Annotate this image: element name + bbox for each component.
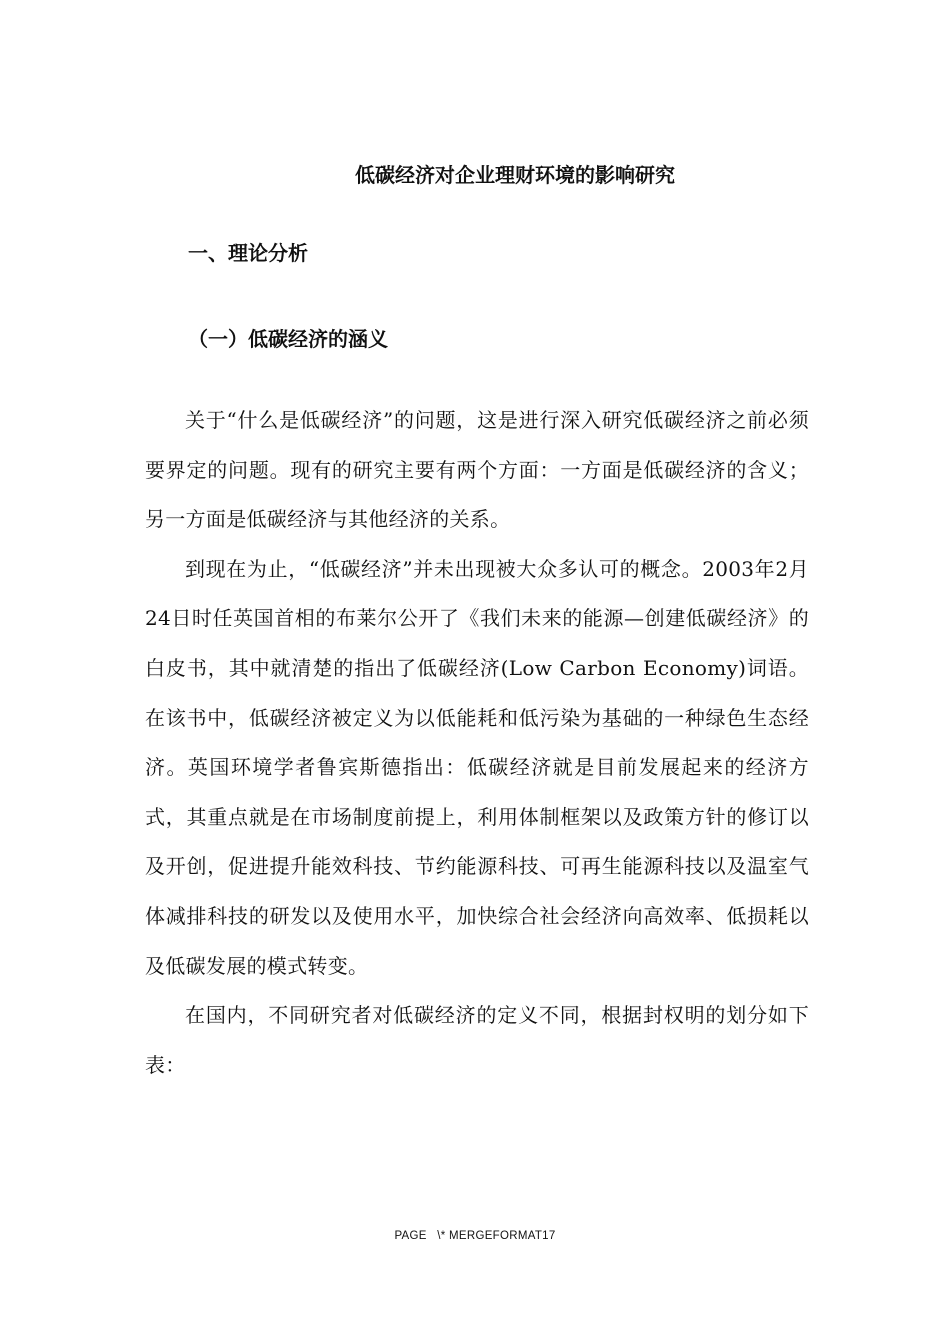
paragraph-definition-history: 到现在为止，“低碳经济”并未出现被大众多认可的概念。2003年2月24日时任英国首相的布莱尔公开了《我们未来的能源—创建低碳经济》的白皮书，其中就清楚的指出了低碳经济(Low Carbon Economy)词语。在该书中，低碳经济被定义为以低能耗和低污染为基础的一种绿色生态经济。英国环境学者鲁宾斯德指出：低碳经济就是目前发展起来的经济方式，其重点就是在市场制度前提上，利用体制框架以及政策方针的修订以及开创，促进提升能效科技、节约能源科技、可再生能源科技以及温室气体减排科技的研发以及使用水平，加快综合社会经济向高效率、低损耗以及低碳发展的模式转变。 — [145, 556, 809, 978]
document-title: 低碳经济对企业理财环境的影响研究 — [355, 163, 675, 187]
paragraph-definition-question: 关于“什么是低碳经济”的问题，这是进行深入研究低碳经济之前必须要界定的问题。现有的研究主要有两个方面：一方面是低碳经济的含义；另一方面是低碳经济与其他经济的关系。 — [145, 408, 809, 532]
subsection-heading: （一）低碳经济的涵义 — [188, 327, 388, 351]
paragraph-domestic-definitions: 在国内，不同研究者对低碳经济的定义不同，根据封权明的划分如下表： — [145, 1003, 809, 1077]
page-footer-field: PAGE \* MERGEFORMAT17 — [394, 1230, 556, 1242]
body-text — [145, 396, 809, 1090]
section-heading: 一、理论分析 — [188, 241, 308, 265]
